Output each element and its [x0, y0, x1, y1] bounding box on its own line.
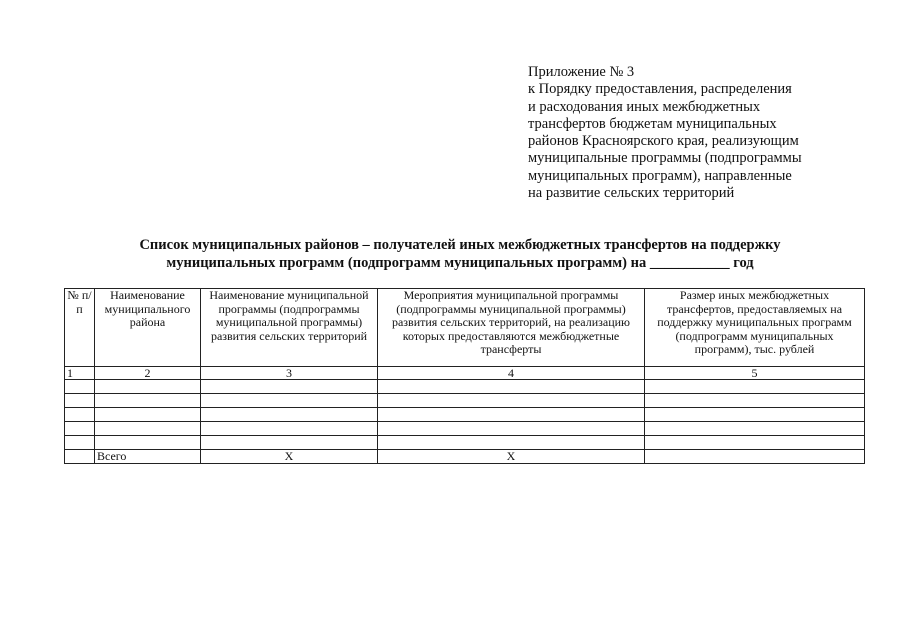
- table-cell: [201, 394, 378, 408]
- table-row: [65, 408, 865, 422]
- table-cell: [201, 436, 378, 450]
- header-amount: Размер иных межбюджетных трансфертов, предоставляемых на поддержку муниципальных программ (подпрограмм муниципальных программ), тыс. рублей: [645, 289, 865, 367]
- table-cell: [95, 394, 201, 408]
- table-cell: [645, 436, 865, 450]
- total-cell: [645, 450, 865, 464]
- table-header-row: [65, 289, 865, 367]
- table-cell: [201, 380, 378, 394]
- appendix-line: муниципальные программы (подпрограммы: [528, 150, 802, 167]
- table-cell: [378, 422, 645, 436]
- table-cell: [95, 422, 201, 436]
- total-cell: X: [201, 450, 378, 464]
- table-cell: [645, 380, 865, 394]
- table-cell: [201, 422, 378, 436]
- title-line-1: Список муниципальных районов – получателей иных межбюджетных трансфертов на поддержку: [139, 237, 781, 253]
- table-cell: [378, 380, 645, 394]
- table-cell: [645, 408, 865, 422]
- column-number: 1: [65, 367, 95, 380]
- column-number: 2: [95, 367, 201, 380]
- column-number: 3: [201, 367, 378, 380]
- header-activities: Мероприятия муниципальной программы (подпрограммы муниципальной программы) развития сельских территорий, на реализацию которых предоставляются межбюджетные трансферты: [378, 289, 645, 367]
- header-program: Наименование муниципальной программы (подпрограммы муниципальной программы) развития сельских территорий: [201, 289, 378, 367]
- table-row: [65, 394, 865, 408]
- column-number-row: [65, 367, 865, 380]
- table-cell: [378, 408, 645, 422]
- table-cell: [201, 408, 378, 422]
- table-row: [65, 380, 865, 394]
- document-title: [60, 236, 860, 272]
- appendix-block: [528, 64, 858, 202]
- table-row: [65, 436, 865, 450]
- appendix-line: муниципальных программ), направленные: [528, 167, 792, 184]
- appendix-line: и расходования иных межбюджетных: [528, 98, 761, 115]
- appendix-line: Приложение № 3: [528, 64, 635, 80]
- table-cell: [95, 408, 201, 422]
- appendix-line: трансфертов бюджетам муниципальных: [528, 115, 777, 132]
- total-cell: X: [378, 450, 645, 464]
- table-cell: [65, 380, 95, 394]
- table-cell: [378, 394, 645, 408]
- total-cell: [65, 450, 95, 464]
- table-row: [65, 422, 865, 436]
- title-line-2: муниципальных программ (подпрограмм муниципальных программ) на ___________ год: [166, 255, 754, 271]
- appendix-line: районов Красноярского края, реализующим: [528, 133, 799, 150]
- recipients-table: [64, 288, 865, 464]
- column-number: 4: [378, 367, 645, 380]
- table-cell: [65, 422, 95, 436]
- table-cell: [378, 436, 645, 450]
- table-cell: [65, 436, 95, 450]
- header-number: № п/п: [65, 289, 95, 367]
- table-cell: [645, 422, 865, 436]
- table-cell: [95, 380, 201, 394]
- table-cell: [645, 394, 865, 408]
- header-district: Наименование муниципального района: [95, 289, 201, 367]
- column-number: 5: [645, 367, 865, 380]
- appendix-line: на развитие сельских территорий: [528, 185, 735, 202]
- table-cell: [65, 408, 95, 422]
- total-label: Всего: [95, 450, 201, 464]
- appendix-line: к Порядку предоставления, распределения: [528, 81, 792, 98]
- table-cell: [65, 394, 95, 408]
- table-cell: [95, 436, 201, 450]
- total-row: [65, 450, 865, 464]
